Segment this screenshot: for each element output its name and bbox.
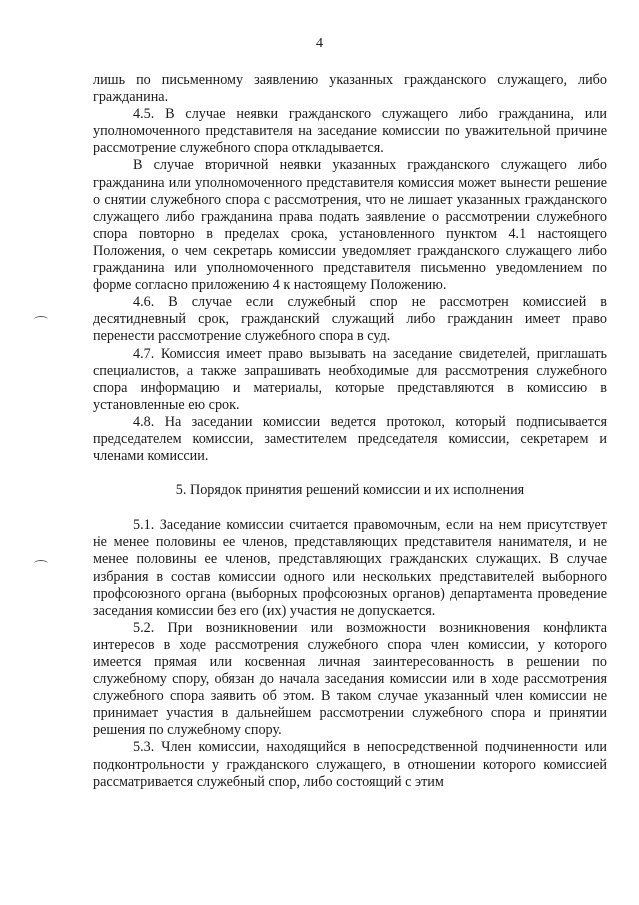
margin-mark (34, 560, 48, 567)
paragraph-4-7: 4.7. Комиссия имеет право вызывать на заседание свидетелей, приглашать специалистов, а также запрашивать необходимые для рассмотрения служебного спора информацию и материалы, которые представляются в комиссию в установленные ею срок. (93, 345, 607, 413)
paragraph-4-5: 4.5. В случае неявки гражданского служащего либо гражданина, или уполномоченного представителя на заседание комиссии по уважительной причине рассмотрение служебного спора откладывается. (93, 106, 607, 157)
paragraph-5-3: 5.3. Член комиссии, находящийся в непосредственной подчиненности или подконтрольности у гражданского служащего, в отношении которого комиссией рассматривается служебный спор, либо состоящий с этим (93, 739, 607, 790)
paragraph-5-2: 5.2. При возникновении или возможности возникновения конфликта интересов в ходе рассмотрения служебного спора член комиссии, у которого имеется прямая или косвенная личная заинтересованность в решении по служебному спору, обязан до начала заседания комиссии или в ходе рассмотрения служебного спора заявить об этом. В таком случае указанный член комиссии не принимает участия в дальнейшем рассмотрении служебного спора и принятии решения по служебному спору. (93, 619, 607, 739)
paragraph-5-1: 5.1. Заседание комиссии считается правомочным, если на нем присутствует не менее половины ее членов, представляющих представителя нанимателя, и не менее половины ее членов, представляющих гражданских служащих. В случае избрания в состав комиссии одного или нескольких представителей выборного профсоюзного органа (выборных профсоюзных органов) департамента проведение заседания комиссии без его (их) участия не допускается. (93, 517, 607, 619)
paragraph: В случае вторичной неявки указанных гражданского служащего либо гражданина или уполномоченного представителя комиссия может вынести решение о снятии служебного спора с рассмотрения, что не лишает указанных гражданского служащего либо гражданина права подать заявление о рассмотрении служебного спора повторно в пределах срока, установленного пунктом 4.1 настоящего Положения, о чем секретарь комиссии уведомляет гражданского служащего либо гражданина или уполномоченного представителя письменно уведомлением по форме согласно приложению 4 к настоящему Положению. (93, 157, 607, 294)
document-body (93, 72, 607, 791)
page-number: 4 (316, 36, 323, 51)
paragraph: лишь по письменному заявлению указанных гражданского служащего, либо гражданина. (93, 72, 607, 106)
margin-mark (34, 316, 48, 323)
section-heading: 5. Порядок принятия решений комиссии и их исполнения (175, 482, 525, 499)
paragraph-4-6: 4.6. В случае если служебный спор не рассмотрен комиссией в десятидневный срок, гражданский служащий либо гражданин имеет право перенести рассмотрение служебного спора в суд. (93, 294, 607, 345)
paragraph-4-8: 4.8. На заседании комиссии ведется протокол, который подписывается председателем комиссии, заместителем председателя комиссии, секретарем и членами комиссии. (93, 413, 607, 465)
